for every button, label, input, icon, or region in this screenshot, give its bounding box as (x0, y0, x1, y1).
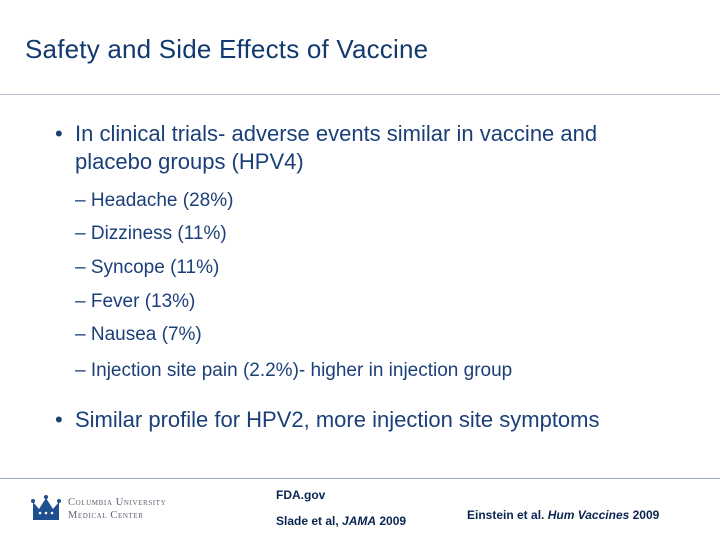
reference-slade-authors: Slade et al, (276, 514, 343, 528)
slide-title: Safety and Side Effects of Vaccine (25, 34, 429, 64)
sub-bullet-fever: – Fever (13%) (75, 291, 196, 312)
sub-bullet-headache: – Headache (28%) (75, 190, 234, 211)
reference-einstein (467, 508, 659, 522)
sub-bullet-injection-pain: – Injection site pain (2.2%)- higher in injection group (75, 360, 513, 381)
bullet-text: In clinical trials- adverse events similar in vaccine and placebo groups (HPV4) (75, 121, 598, 174)
reference-slade (276, 514, 406, 528)
logo-medical-center-text: Medical Center (68, 510, 144, 521)
reference-slade-journal: JAMA (342, 514, 377, 528)
sub-bullet-nausea: – Nausea (7%) (75, 324, 202, 345)
logo-university-text: Columbia University (68, 497, 167, 508)
reference-einstein-year: 2009 (629, 508, 660, 522)
reference-einstein-authors: Einstein et al. (467, 508, 548, 522)
reference-einstein-journal: Hum Vaccines (547, 508, 630, 522)
bullet-marker: • (55, 121, 63, 146)
sub-bullet-syncope: – Syncope (11%) (75, 257, 220, 278)
sub-bullet-dizziness: – Dizziness (11%) (75, 223, 227, 244)
reference-fda: FDA.gov (276, 488, 326, 502)
bullet-text: Similar profile for HPV2, more injection site symptoms (75, 407, 600, 432)
reference-slade-year: 2009 (376, 514, 407, 528)
bullet-marker: • (55, 407, 63, 432)
title-divider (0, 94, 720, 95)
columbia-logo (30, 494, 190, 524)
footer-divider (0, 478, 720, 479)
crown-icon (30, 494, 62, 522)
